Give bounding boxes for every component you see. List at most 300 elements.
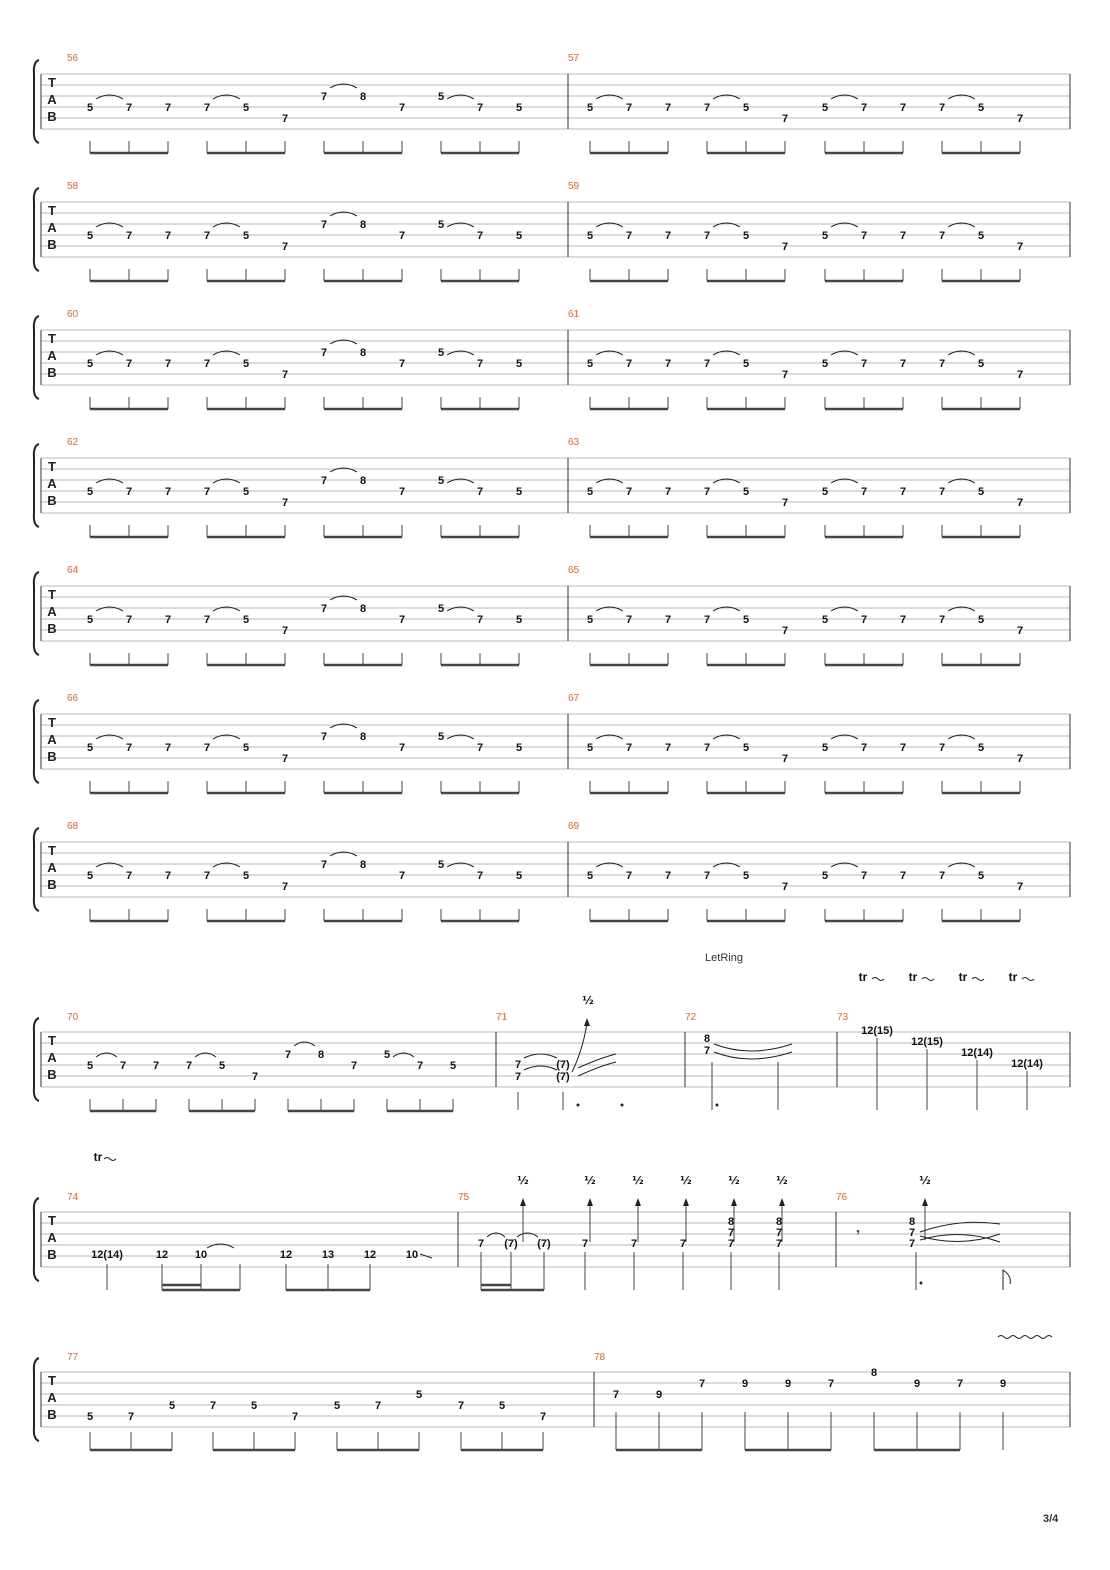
fret-number: 7 [125, 230, 133, 242]
fret-number: 5 [333, 1400, 341, 1412]
fret-number: 7 [209, 1400, 217, 1412]
measure-number: 57 [568, 53, 580, 64]
fret-number: 7 [203, 102, 211, 114]
dot [577, 1104, 580, 1107]
slur-arc [524, 1054, 557, 1058]
fret-number: 7 [398, 486, 406, 498]
tab-system [34, 181, 1070, 281]
measure-number: 74 [67, 1192, 79, 1203]
fret-number: 8 [359, 859, 367, 871]
trill-mark: tr [908, 970, 918, 984]
fret-number: 7 [1016, 369, 1024, 381]
slur-arc [578, 1054, 616, 1068]
tie [714, 1052, 792, 1059]
fret-number: 7 [476, 486, 484, 498]
fret-number: 5 [437, 91, 445, 103]
fret-number: 5 [742, 102, 750, 114]
fret-number: 9 [913, 1378, 921, 1390]
fret-number: (7) [556, 1059, 570, 1071]
fret-number: 7 [625, 614, 633, 626]
fret-number: 5 [250, 1400, 258, 1412]
tab-clef-a: A [47, 860, 57, 875]
fret-number: 7 [860, 614, 868, 626]
fret-number: 7 [625, 486, 633, 498]
page-number: 3/4 [1043, 1513, 1059, 1525]
fret-number: 5 [86, 870, 94, 882]
fret-number: 7 [185, 1060, 193, 1072]
fret-number: 12 [155, 1249, 169, 1261]
fret-number: 7 [630, 1238, 638, 1250]
fret-number: 8 [908, 1216, 916, 1228]
fret-number: 8 [359, 347, 367, 359]
tab-system [34, 821, 1070, 921]
fret-number: 7 [860, 486, 868, 498]
tab-system [34, 309, 1070, 409]
fret-number: 5 [821, 614, 829, 626]
fret-number: 7 [284, 1049, 292, 1061]
fret-number: 5 [437, 219, 445, 231]
measure-number: 66 [67, 693, 79, 704]
bend-amount: ½ [680, 1174, 692, 1187]
fret-number: 7 [899, 230, 907, 242]
fret-number: 5 [86, 742, 94, 754]
system-brace [34, 828, 39, 911]
measure-number: 67 [568, 693, 580, 704]
dot [716, 1104, 719, 1107]
fret-number: 7 [703, 358, 711, 370]
trill-mark: tr [958, 970, 968, 984]
fret-number: 7 [1016, 753, 1024, 765]
tab-system [34, 437, 1070, 537]
fret-number: 7 [938, 102, 946, 114]
fret-number: 7 [476, 614, 484, 626]
tab-clef-t: T [48, 1033, 56, 1048]
fret-number: 5 [86, 1060, 94, 1072]
fret-number: 5 [586, 742, 594, 754]
fret-number: 7 [539, 1411, 547, 1423]
fret-number: 7 [775, 1238, 783, 1250]
fret-number: 7 [125, 102, 133, 114]
slur-arc [578, 1062, 616, 1076]
measure-number: 69 [568, 821, 580, 832]
fret-number: 7 [625, 102, 633, 114]
bend-arrowhead [584, 1018, 590, 1026]
tab-clef-a: A [47, 732, 57, 747]
tab-clef-b: B [47, 493, 57, 508]
fret-number: 5 [86, 1411, 94, 1423]
fret-number: 7 [956, 1378, 964, 1390]
fret-number: 7 [938, 230, 946, 242]
fret-number: 7 [251, 1071, 259, 1083]
fret-number: 7 [781, 241, 789, 253]
fret-number: 7 [416, 1060, 424, 1072]
trill-mark: tr [858, 970, 868, 984]
fret-number: 5 [86, 230, 94, 242]
tab-clef-a: A [47, 92, 57, 107]
fret-number: 5 [821, 870, 829, 882]
fret-number: 9 [741, 1378, 749, 1390]
fret-number: 5 [821, 486, 829, 498]
system-brace [34, 572, 39, 655]
tab-clef-t: T [48, 843, 56, 858]
tab-clef-t: T [48, 587, 56, 602]
fret-number: 5 [977, 486, 985, 498]
fret-number: 12(15) [911, 1036, 943, 1048]
trill-wave [872, 978, 884, 981]
fret-number: 5 [586, 102, 594, 114]
fret-number: 7 [1016, 241, 1024, 253]
fret-number: 7 [320, 475, 328, 487]
fret-number: 5 [437, 347, 445, 359]
fret-number: 5 [742, 230, 750, 242]
fret-number: 5 [742, 358, 750, 370]
fret-number: 7 [398, 870, 406, 882]
fret-number: 5 [515, 358, 523, 370]
bend-arrowhead [635, 1198, 641, 1206]
fret-number: 7 [398, 742, 406, 754]
fret-number: 5 [586, 358, 594, 370]
fret-number: 7 [320, 859, 328, 871]
fret-number: 7 [164, 870, 172, 882]
trill-wave [972, 978, 984, 981]
fret-number: 7 [281, 241, 289, 253]
fret-number: 8 [359, 603, 367, 615]
fret-number: 7 [203, 230, 211, 242]
trill-wave [104, 1158, 116, 1161]
fret-number: 7 [938, 742, 946, 754]
fret-number: 7 [899, 870, 907, 882]
fret-number: 7 [164, 102, 172, 114]
system-brace [34, 444, 39, 527]
fret-number: 7 [281, 497, 289, 509]
measure-number: 65 [568, 565, 580, 576]
fret-number: 5 [498, 1400, 506, 1412]
measure-number: 61 [568, 309, 580, 320]
fret-number: 9 [784, 1378, 792, 1390]
trill-mark: tr [1008, 970, 1018, 984]
fret-number: 5 [515, 230, 523, 242]
tab-clef-t: T [48, 203, 56, 218]
fret-number: 7 [581, 1238, 589, 1250]
fret-number: 7 [703, 102, 711, 114]
fret-number: 7 [664, 742, 672, 754]
fret-number: 7 [476, 358, 484, 370]
fret-number: 5 [168, 1400, 176, 1412]
fret-number: 5 [977, 102, 985, 114]
tab-clef-t: T [48, 1373, 56, 1388]
fret-number: 7 [398, 614, 406, 626]
fret-number: 7 [899, 614, 907, 626]
fret-number: 7 [350, 1060, 358, 1072]
fret-number: 7 [476, 870, 484, 882]
rest-symbol: 𝄾 [856, 1227, 860, 1239]
fret-number: 7 [203, 486, 211, 498]
dot [621, 1104, 624, 1107]
fret-number: 7 [203, 742, 211, 754]
tab-clef-a: A [47, 476, 57, 491]
fret-number: 5 [515, 486, 523, 498]
fret-number: 7 [164, 614, 172, 626]
fret-number: 8 [359, 219, 367, 231]
fret-number: 7 [125, 870, 133, 882]
fret-number: 5 [821, 102, 829, 114]
fret-number: 7 [164, 486, 172, 498]
fret-number: 5 [977, 870, 985, 882]
system-brace [34, 60, 39, 143]
fret-number: 7 [281, 369, 289, 381]
tab-system [34, 565, 1070, 665]
tab-clef-b: B [47, 237, 57, 252]
fret-number: 7 [164, 358, 172, 370]
fret-number: 7 [938, 486, 946, 498]
tie [920, 1222, 1000, 1232]
bend-amount: ½ [776, 1174, 788, 1187]
fret-number: 7 [664, 102, 672, 114]
fret-number: 7 [908, 1227, 916, 1239]
bend-arrowhead [683, 1198, 689, 1206]
fret-number: 7 [703, 742, 711, 754]
fret-number: 7 [476, 742, 484, 754]
fret-number: 7 [938, 358, 946, 370]
fret-number: 5 [586, 486, 594, 498]
fret-number: 7 [164, 742, 172, 754]
tab-clef-b: B [47, 749, 57, 764]
fret-number: 7 [703, 1045, 711, 1057]
fret-number: 5 [586, 870, 594, 882]
measure-number: 58 [67, 181, 79, 192]
fret-number: 5 [586, 614, 594, 626]
fret-number: 5 [242, 358, 250, 370]
measure-number: 60 [67, 309, 79, 320]
note-flag [1003, 1270, 1010, 1290]
fret-number: 9 [999, 1378, 1007, 1390]
fret-number: 7 [679, 1238, 687, 1250]
bend-arrowhead [731, 1198, 737, 1206]
bend-arrowhead [587, 1198, 593, 1206]
fret-number: 7 [625, 358, 633, 370]
fret-number: 7 [281, 753, 289, 765]
fret-number: (7) [537, 1238, 551, 1250]
fret-number: 7 [827, 1378, 835, 1390]
fret-number: 5 [977, 358, 985, 370]
trill-wave [922, 978, 934, 981]
fret-number: 7 [514, 1071, 522, 1083]
fret-number: 7 [281, 625, 289, 637]
measure-number: 63 [568, 437, 580, 448]
tab-clef-t: T [48, 715, 56, 730]
fret-number: 7 [625, 230, 633, 242]
fret-number: 5 [742, 486, 750, 498]
tie [920, 1234, 1000, 1242]
fret-number: 12 [363, 1249, 377, 1261]
fret-number: 7 [291, 1411, 299, 1423]
fret-number: 5 [437, 731, 445, 743]
bend-amount: ½ [728, 1174, 740, 1187]
fret-number: 7 [664, 230, 672, 242]
fret-number: 7 [125, 358, 133, 370]
bend-arrowhead [922, 1198, 928, 1206]
let-ring-label: LetRing [705, 952, 743, 964]
fret-number: 5 [742, 614, 750, 626]
fret-number: 5 [437, 475, 445, 487]
fret-number: 5 [218, 1060, 226, 1072]
trill-mark: tr [93, 1150, 103, 1164]
tab-system [34, 53, 1070, 153]
fret-number: 7 [203, 870, 211, 882]
fret-number: 7 [320, 731, 328, 743]
fret-number: (7) [556, 1071, 570, 1083]
fret-number: 7 [703, 486, 711, 498]
system-brace [34, 188, 39, 271]
system-brace [34, 700, 39, 783]
measure-number: 62 [67, 437, 79, 448]
fret-number: 12(14) [91, 1249, 123, 1261]
measure-number: 56 [67, 53, 79, 64]
tab-clef-b: B [47, 1067, 57, 1082]
fret-number: 7 [698, 1378, 706, 1390]
fret-number: 7 [860, 102, 868, 114]
fret-number: 7 [152, 1060, 160, 1072]
system-brace [34, 316, 39, 399]
fret-number: 7 [203, 614, 211, 626]
vibrato-mark [998, 1336, 1052, 1339]
fret-number: 5 [242, 230, 250, 242]
tab-clef-t: T [48, 75, 56, 90]
fret-number: 7 [860, 870, 868, 882]
fret-number: 7 [203, 358, 211, 370]
bend-arrowhead [520, 1198, 526, 1206]
bend-amount: ½ [584, 1174, 596, 1187]
fret-number: 7 [164, 230, 172, 242]
fret-number: 7 [119, 1060, 127, 1072]
fret-number: 12(15) [861, 1025, 893, 1037]
fret-number: 7 [1016, 625, 1024, 637]
fret-number: 7 [320, 347, 328, 359]
fret-number: 7 [727, 1238, 735, 1250]
fret-number: 7 [664, 486, 672, 498]
measure-number: 59 [568, 181, 580, 192]
fret-number: 7 [703, 230, 711, 242]
fret-number: 5 [86, 102, 94, 114]
fret-number: 5 [977, 614, 985, 626]
fret-number: 7 [664, 870, 672, 882]
tab-system [34, 1336, 1070, 1451]
fret-number: 5 [242, 102, 250, 114]
fret-number: 5 [415, 1389, 423, 1401]
fret-number: 5 [86, 486, 94, 498]
tab-clef-b: B [47, 365, 57, 380]
fret-number: 7 [398, 230, 406, 242]
fret-number: 7 [612, 1389, 620, 1401]
fret-number: 7 [899, 742, 907, 754]
fret-number: 7 [860, 358, 868, 370]
measure-number: 68 [67, 821, 79, 832]
tab-clef-a: A [47, 220, 57, 235]
fret-number: 7 [476, 102, 484, 114]
measure-number: 78 [594, 1352, 606, 1363]
fret-number: 7 [908, 1238, 916, 1250]
measure-number: 71 [496, 1012, 508, 1023]
fret-number: 5 [437, 859, 445, 871]
tab-clef-a: A [47, 604, 57, 619]
tab-clef-b: B [47, 109, 57, 124]
fret-number: 8 [359, 731, 367, 743]
fret-number: 5 [515, 102, 523, 114]
tab-clef-b: B [47, 621, 57, 636]
system-brace [34, 1358, 39, 1441]
fret-number: 7 [899, 102, 907, 114]
measure-number: 75 [458, 1192, 470, 1203]
fret-number: 7 [899, 486, 907, 498]
fret-number: 5 [242, 742, 250, 754]
tab-clef-t: T [48, 1213, 56, 1228]
fret-number: 7 [664, 614, 672, 626]
fret-number: 8 [775, 1216, 783, 1228]
fret-number: 8 [703, 1033, 711, 1045]
fret-number: 5 [515, 870, 523, 882]
bend-amount: ½ [517, 1174, 529, 1187]
fret-number: 5 [821, 358, 829, 370]
tab-clef-a: A [47, 1230, 57, 1245]
fret-number: 7 [320, 603, 328, 615]
trill-wave [1022, 978, 1034, 981]
fret-number: 5 [449, 1060, 457, 1072]
fret-number: 7 [860, 742, 868, 754]
tab-clef-b: B [47, 877, 57, 892]
fret-number: 7 [1016, 497, 1024, 509]
fret-number: 7 [476, 230, 484, 242]
tab-system [34, 952, 1070, 1111]
tab-clef-a: A [47, 1050, 57, 1065]
fret-number: 7 [398, 358, 406, 370]
measure-number: 72 [685, 1012, 697, 1023]
dot [920, 1282, 923, 1285]
tab-clef-b: B [47, 1247, 57, 1262]
measure-number: 73 [837, 1012, 849, 1023]
tab-clef-b: B [47, 1407, 57, 1422]
fret-number: 7 [703, 870, 711, 882]
fret-number: 7 [781, 497, 789, 509]
fret-number: 5 [437, 603, 445, 615]
fret-number: 7 [320, 91, 328, 103]
fret-number: 7 [860, 230, 868, 242]
fret-number: 7 [781, 625, 789, 637]
fret-number: 10 [194, 1249, 208, 1261]
tab-clef-a: A [47, 348, 57, 363]
fret-number: 7 [625, 870, 633, 882]
fret-number: 7 [127, 1411, 135, 1423]
fret-number: 5 [742, 742, 750, 754]
fret-number: 5 [977, 742, 985, 754]
fret-number: 5 [742, 870, 750, 882]
tab-clef-t: T [48, 459, 56, 474]
fret-number: (7) [504, 1238, 518, 1250]
fret-number: 8 [727, 1216, 735, 1228]
fret-number: 7 [1016, 881, 1024, 893]
fret-number: 7 [781, 113, 789, 125]
fret-number: 7 [281, 113, 289, 125]
bend-arrowhead [779, 1198, 785, 1206]
fret-number: 7 [781, 753, 789, 765]
fret-number: 5 [383, 1049, 391, 1061]
fret-number: 12(14) [961, 1047, 993, 1059]
fret-number: 7 [125, 614, 133, 626]
measure-number: 64 [67, 565, 79, 576]
fret-number: 5 [515, 742, 523, 754]
fret-number: 7 [775, 1227, 783, 1239]
tie [714, 1044, 792, 1051]
fret-number: 7 [514, 1059, 522, 1071]
